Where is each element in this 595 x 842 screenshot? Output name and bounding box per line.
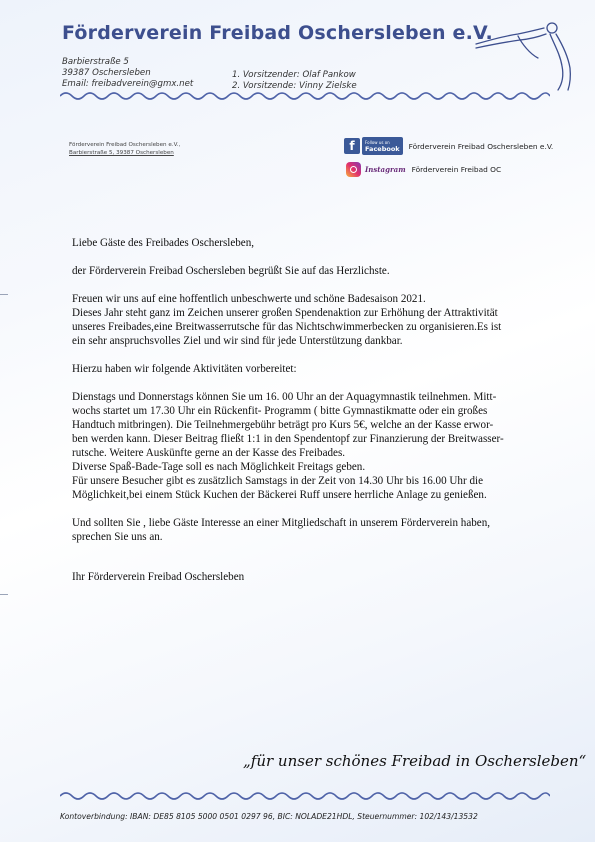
letter-body [72,236,542,598]
instagram-wordmark: Instagram [365,165,406,174]
text-line: Möglichkeit,bei einem Stück Kuchen der Bäckerei Ruff unsere herrliche Anlage zu genießen. [72,489,487,501]
letter-paragraph-2: Hierzu haben wir folgende Aktivitäten vorbereitet: [72,363,297,375]
swimmer-diver-logo [470,14,580,94]
footer-wave-divider [60,790,550,802]
header-wave-divider [60,90,550,102]
text-line: Dienstags und Donnerstags können Sie um 16. 00 Uhr an der Aquagymnastik teilnehmen. Mitt- [72,391,497,403]
text-line: Freuen wir uns auf eine hoffentlich unbeschwerte und schöne Badesaison 2021. [72,293,426,305]
address-city: 39387 Oschersleben [62,68,151,78]
text-line: Für unsere Besucher gibt es zusätzlich Samstags in der Zeit von 14.30 Uhr bis 16.00 Uhr die [72,475,484,487]
letterhead-title: Förderverein Freibad Oschersleben e.V. [62,22,493,44]
fold-mark-lower [0,594,8,595]
text-line: sprechen Sie uns an. [72,531,163,543]
facebook-row[interactable] [344,137,553,155]
board-members [232,70,357,92]
fold-mark-upper [0,294,8,295]
letter-paragraph-3 [72,390,542,502]
instagram-icon [346,162,361,177]
sender-address [62,57,193,90]
board-chair: 1. Vorsitzender: Olaf Pankow [232,70,356,80]
letter-paragraph-4 [72,516,542,544]
text-line: Dieses Jahr steht ganz im Zeichen unserer großen Spendenaktion zur Erhöhung der Attraktivität [72,307,498,319]
text-line: Handtuch mitbringen). Die Teilnehmergebühr beträgt pro Kurs 5€, welche an der Kasse erwor- [72,419,494,431]
return-address [69,141,180,157]
facebook-badge-text: Facebook [365,145,400,153]
instagram-label: Förderverein Freibad OC [411,165,502,174]
letter-greeting: Liebe Gäste des Freibades Oschersleben, [72,237,255,249]
address-street: Barbierstraße 5 [62,57,129,67]
letter-intro: der Förderverein Freibad Oschersleben begrüßt Sie auf das Herzlichste. [72,265,390,277]
text-line: Diverse Spaß-Bade-Tage soll es nach Möglichkeit Freitags geben. [72,461,366,473]
board-vice-chair: 2. Vorsitzende: Vinny Zielske [232,81,357,91]
text-line: ben werden kann. Dieser Beitrag fließt 1:1 in den Spendentopf zur Finanzierung der Breitwasser- [72,433,504,445]
address-email[interactable]: Email: freibadverein@gmx.net [62,79,194,89]
text-line: unseres Freibades,eine Breitwasserrutsche für das Nichtschwimmerbecken zu organisieren.Es ist [72,321,502,333]
facebook-icon: f [344,138,360,154]
text-line: ein sehr anspruchsvolles Ziel und wir sind für jede Unterstützung dankbar. [72,335,403,347]
letter-paragraph-1 [72,292,542,348]
return-address-line-2: Barbierstraße 5, 39387 Oschersleben [69,150,174,156]
text-line: Und sollten Sie , liebe Gäste Interesse an einer Mitgliedschaft in unserem Förderverein haben, [72,517,491,529]
text-line: rutsche. Weitere Auskünfte gerne an der Kasse des Freibades. [72,447,346,459]
bank-details: Kontoverbindung: IBAN: DE85 8105 5000 0501 0297 96, BIC: NOLADE21HDL, Steuernummer: 102/143/13532 [60,812,478,821]
facebook-label: Förderverein Freibad Oschersleben e.V. [408,141,554,151]
text-line: wochs startet um 17.30 Uhr ein Rückenfit- Programm ( bitte Gymnastikmatte oder ein großes [72,405,488,417]
facebook-badge [362,137,403,155]
facebook-badge-top: Follow us on [365,140,390,145]
footer-slogan: „für unser schönes Freibad in Oschersleben“ [243,752,587,770]
letter-signature: Ihr Förderverein Freibad Oschersleben [72,571,245,583]
instagram-row[interactable] [346,162,501,177]
return-address-line-1: Förderverein Freibad Oschersleben e.V., [69,142,181,148]
